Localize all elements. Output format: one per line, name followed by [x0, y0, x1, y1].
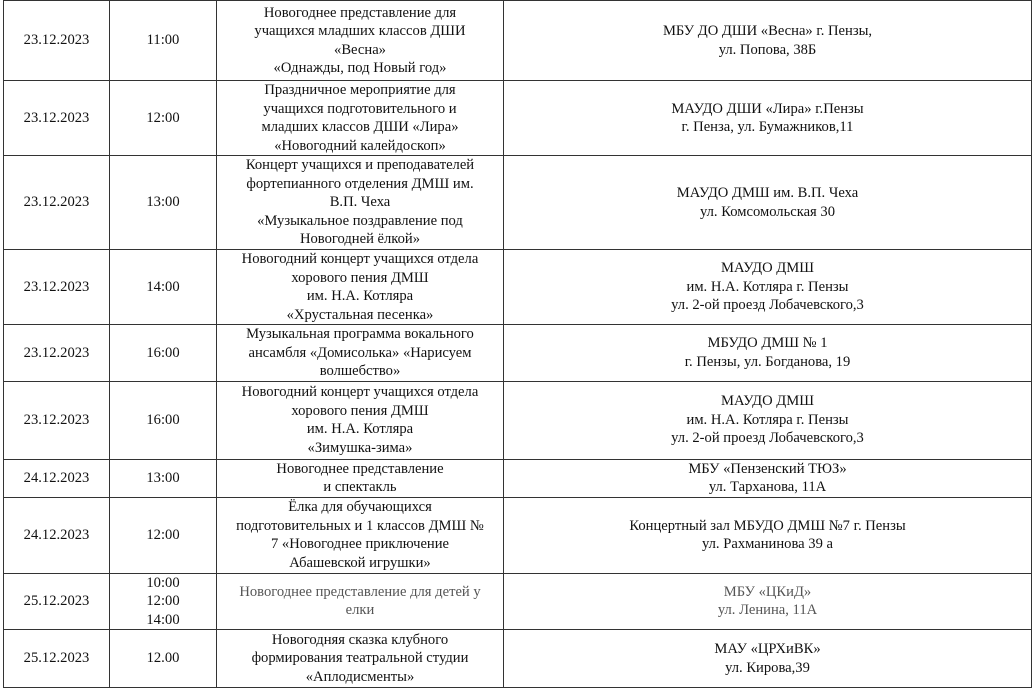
place-cell: [504, 381, 1032, 459]
place-line: МАУ «ЦРХиВК»: [714, 641, 821, 657]
time-cell: [110, 381, 217, 459]
event-line: «Хрустальная песенка»: [286, 306, 434, 323]
place-line: МБУ ДО ДШИ «Весна» г. Пензы,: [662, 23, 873, 39]
place-line: МАУДО ДМШ: [721, 260, 814, 277]
event-cell: [217, 497, 504, 573]
table-row: [4, 156, 1032, 250]
event-cell: [217, 325, 504, 382]
event-line: им. Н.А. Котляра: [306, 421, 414, 437]
place-cell: [504, 573, 1032, 630]
date-cell: [4, 573, 110, 630]
event-line: учащихся младших классов ДШИ: [254, 23, 466, 39]
event-line: ансамбля «Домисолька» «Нарисуем: [248, 344, 472, 361]
time-cell: [110, 630, 217, 688]
table-row: [4, 497, 1032, 573]
time-text: 13:00: [146, 469, 180, 486]
event-cell: [217, 250, 504, 325]
place-line: ул. 2-ой проезд Лобачевского,3: [671, 430, 864, 447]
event-line: Абашевской игрушки»: [289, 554, 431, 571]
date-cell: [4, 459, 110, 497]
event-line: хорового пения ДМШ: [291, 402, 429, 419]
event-line: подготовительных и 1 классов ДМШ №: [236, 517, 484, 534]
place-line: ул. Комсомольская 30: [699, 203, 836, 220]
time-text: 14:00: [146, 278, 180, 295]
place-line: МБУДО ДМШ № 1: [707, 335, 828, 352]
time-text: 14:00: [146, 611, 180, 628]
date-text: 23.12.2023: [23, 411, 90, 428]
event-line: «Аплодисменты»: [305, 668, 415, 685]
date-cell: [4, 630, 110, 688]
time-text: 16:00: [146, 344, 180, 361]
event-line: им. Н.А. Котляра: [306, 288, 414, 304]
place-cell: [504, 156, 1032, 250]
time-cell: [110, 156, 217, 250]
event-line: «Весна»: [334, 41, 386, 58]
date-text: 23.12.2023: [23, 278, 90, 295]
date-text: 23.12.2023: [23, 194, 90, 211]
event-cell: [217, 1, 504, 81]
date-text: 23.12.2023: [23, 344, 90, 361]
event-line: хорового пения ДМШ: [291, 269, 429, 286]
time-cell: [110, 573, 217, 630]
event-cell: [217, 381, 504, 459]
place-line: МАУДО ДШИ «Лира» г.Пензы: [671, 100, 864, 117]
place-line: ул. Попова, 38Б: [718, 41, 817, 58]
time-cell: [110, 325, 217, 382]
table-row: [4, 325, 1032, 382]
place-line: г. Пензы, ул. Богданова, 19: [684, 353, 851, 370]
event-line: Новогодний концерт учащихся отдела: [241, 251, 479, 267]
event-schedule-table: [3, 0, 1032, 688]
event-line: Новогоднее представление: [276, 460, 444, 477]
date-cell: [4, 250, 110, 325]
event-line: фортепианного отделения ДМШ им.: [246, 175, 474, 192]
place-line: ул. 2-ой проезд Лобачевского,3: [671, 297, 864, 314]
time-text: 10:00: [146, 574, 180, 591]
place-line: г. Пенза, ул. Бумажников,11: [681, 119, 854, 135]
time-cell: [110, 1, 217, 81]
table-row: [4, 250, 1032, 325]
event-line: «Музыкальное поздравление под: [257, 212, 463, 229]
time-cell: [110, 250, 217, 325]
table-row: [4, 630, 1032, 688]
event-line: Новогодняя сказка клубного: [271, 631, 449, 648]
time-text: 13:00: [146, 194, 180, 211]
event-line: В.П. Чеха: [329, 194, 391, 211]
event-line: «Зимушка-зима»: [307, 439, 413, 456]
event-line: Концерт учащихся и преподавателей: [245, 157, 475, 174]
event-cell: [217, 630, 504, 688]
place-line: им. Н.А. Котляра г. Пензы: [686, 411, 849, 428]
place-line: МАУДО ДМШ им. В.П. Чеха: [676, 185, 859, 201]
place-cell: [504, 497, 1032, 573]
event-line: Ёлка для обучающихся: [288, 499, 432, 515]
event-line: Новогоднее представление для детей у: [239, 583, 481, 600]
date-text: 23.12.2023: [23, 109, 90, 126]
place-line: МБУ «ЦКиД»: [723, 583, 812, 600]
date-cell: [4, 497, 110, 573]
time-cell: [110, 497, 217, 573]
place-line: им. Н.А. Котляра г. Пензы: [686, 278, 849, 295]
event-line: «Однажды, под Новый год»: [273, 60, 447, 76]
event-cell: [217, 573, 504, 630]
date-cell: [4, 81, 110, 156]
event-cell: [217, 156, 504, 250]
place-line: ул. Рахманинова 39 а: [701, 536, 833, 552]
event-line: Праздничное мероприятие для: [264, 82, 456, 98]
place-line: ул. Ленина, 11А: [717, 602, 818, 619]
place-cell: [504, 250, 1032, 325]
event-line: и спектакль: [323, 479, 397, 495]
date-cell: [4, 325, 110, 382]
date-text: 25.12.2023: [23, 650, 90, 667]
event-line: волшебство»: [319, 363, 401, 379]
place-line: ул. Кирова,39: [725, 659, 810, 676]
place-cell: [504, 1, 1032, 81]
event-line: 7 «Новогоднее приключение: [270, 536, 450, 552]
event-line: младших классов ДШИ «Лира»: [261, 119, 459, 135]
date-text: 24.12.2023: [23, 469, 90, 486]
table-row: [4, 81, 1032, 156]
table-row: [4, 459, 1032, 497]
place-cell: [504, 81, 1032, 156]
time-text: 16:00: [146, 411, 180, 428]
event-line: Новогодний концерт учащихся отдела: [241, 384, 479, 400]
time-text: 11:00: [146, 32, 180, 49]
place-line: ул. Тарханова, 11А: [708, 479, 827, 495]
time-text: 12:00: [146, 109, 180, 126]
time-text: 12.00: [146, 650, 180, 667]
event-line: формирования театральной студии: [251, 650, 469, 667]
place-cell: [504, 630, 1032, 688]
date-text: 24.12.2023: [23, 526, 90, 543]
event-line: Новогоднее представление для: [263, 4, 457, 21]
event-cell: [217, 81, 504, 156]
place-line: Концертный зал МБУДО ДМШ №7 г. Пензы: [629, 517, 906, 534]
place-cell: [504, 459, 1032, 497]
event-cell: [217, 459, 504, 497]
date-text: 23.12.2023: [23, 32, 90, 49]
place-line: МАУДО ДМШ: [721, 393, 814, 410]
event-line: «Новогодний калейдоскоп»: [274, 137, 446, 154]
date-cell: [4, 156, 110, 250]
table-row: [4, 381, 1032, 459]
time-cell: [110, 459, 217, 497]
time-text: 12:00: [146, 593, 180, 609]
table-row: [4, 573, 1032, 630]
event-line: Музыкальная программа вокального: [246, 326, 474, 342]
date-cell: [4, 1, 110, 81]
date-cell: [4, 381, 110, 459]
place-line: МБУ «Пензенский ТЮЗ»: [688, 460, 847, 477]
event-line: Новогодней ёлкой»: [299, 231, 421, 248]
table-row: [4, 1, 1032, 81]
date-text: 25.12.2023: [23, 593, 90, 609]
event-line: учащихся подготовительного и: [263, 100, 457, 117]
time-cell: [110, 81, 217, 156]
event-line: елки: [345, 602, 375, 619]
time-text: 12:00: [146, 526, 180, 543]
place-cell: [504, 325, 1032, 382]
